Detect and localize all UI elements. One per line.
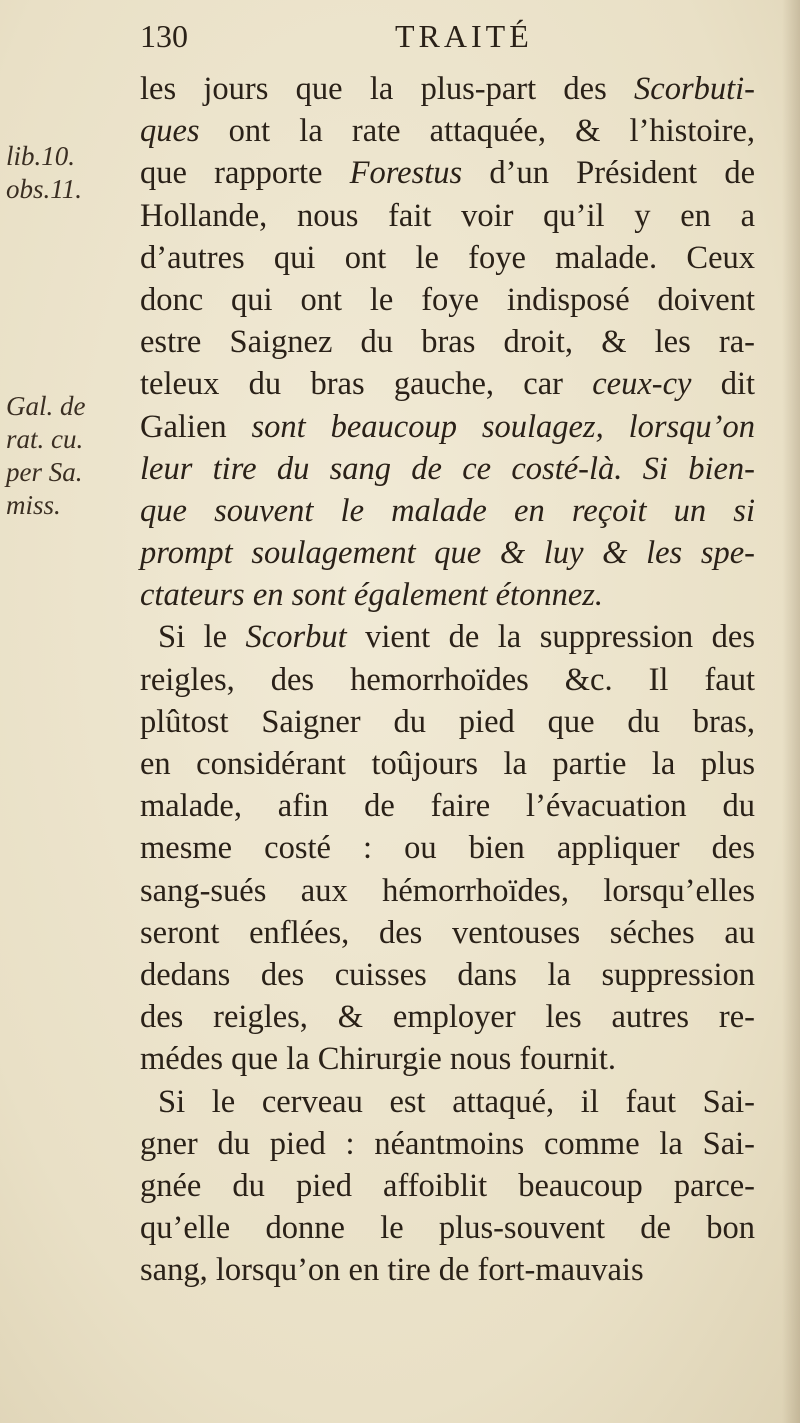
- page-header: [140, 18, 610, 58]
- page-number: 130: [140, 18, 188, 54]
- italic-text: Forestus: [349, 155, 463, 192]
- text-run: Si le: [158, 619, 246, 656]
- italic-text: ceux-cy: [592, 366, 692, 403]
- text-run: dedans des cuisses dans la suppression: [140, 956, 755, 993]
- text-run: mesme costé : ou bien appliquer des: [140, 830, 755, 867]
- margin-note-line: per Sa.: [6, 457, 83, 487]
- text-line: [140, 574, 755, 616]
- text-line: [140, 659, 755, 701]
- text-line: [140, 1207, 755, 1249]
- text-run: plûtost Saigner du pied que du bras,: [140, 703, 755, 740]
- text-run: Galien: [140, 408, 252, 445]
- italic-text: Scorbuti-: [634, 71, 755, 107]
- text-line: [140, 1165, 755, 1207]
- text-line: [140, 532, 755, 574]
- text-line: [140, 363, 755, 405]
- text-line: [140, 279, 755, 321]
- text-run: gner du pied : néantmoins comme la Sai-: [140, 1125, 755, 1162]
- text-run: sang, lorsqu’on en tire de fort-mauvais: [140, 1252, 644, 1289]
- margin-note-line: miss.: [6, 490, 61, 520]
- margin-note-line: lib.10.: [6, 141, 76, 171]
- margin-note: [6, 390, 134, 522]
- text-line: [140, 448, 755, 490]
- text-run: ont la rate attaquée, & l’histoire,: [199, 113, 755, 150]
- italic-text: ques: [140, 113, 200, 150]
- text-run: d’un Président de: [462, 155, 756, 192]
- text-run: reigles, des hemorrhoïdes &c. Il faut: [140, 661, 755, 698]
- text-run: qu’elle donne le plus-souvent de bon: [140, 1210, 755, 1247]
- text-run: en considérant toûjours la partie la plus: [140, 746, 755, 782]
- text-line: [140, 68, 755, 110]
- margin-note-line: Gal. de: [6, 391, 86, 421]
- text-line: [140, 743, 755, 785]
- text-run: vient de la suppression des: [346, 619, 755, 656]
- text-line: [140, 912, 755, 954]
- text-run: que rapporte: [140, 155, 350, 192]
- text-run: Hollande, nous fait voir qu’il y en a: [140, 197, 755, 234]
- text-run: malade, afin de faire l’évacuation du: [140, 788, 755, 825]
- text-line: [140, 321, 755, 363]
- running-title: TRAITÉ: [395, 18, 533, 54]
- text-run: donc qui ont le foye indisposé doivent: [140, 281, 755, 318]
- body-text: [140, 68, 755, 1291]
- margin-note: [6, 140, 134, 206]
- italic-text: sont beaucoup soulagez, lorsqu’on: [251, 408, 755, 445]
- italic-text: leur tire du sang de ce costé-là. Si bien-: [140, 450, 755, 487]
- text-line: [140, 152, 755, 194]
- text-line: [140, 954, 755, 996]
- text-run: les jours que la plus-part des: [140, 71, 635, 107]
- text-run: dit: [691, 366, 755, 403]
- text-line: [140, 1123, 755, 1165]
- text-run: d’autres qui ont le foye malade. Ceux: [140, 239, 755, 276]
- text-run: estre Saignez du bras droit, & les ra-: [140, 324, 755, 361]
- text-run: médes que la Chirurgie nous fournit.: [140, 1041, 616, 1078]
- margin-note-line: rat. cu.: [6, 424, 84, 454]
- text-line: [140, 616, 755, 658]
- text-line: [140, 406, 755, 448]
- text-run: seront enflées, des ventouses séches au: [140, 914, 755, 951]
- text-line: [140, 996, 755, 1038]
- text-run: gnée du pied affoiblit beaucoup parce-: [140, 1167, 755, 1204]
- text-line: [140, 785, 755, 827]
- margin-note-line: obs.11.: [6, 174, 83, 204]
- text-run: Si le cerveau est attaqué, il faut Sai-: [158, 1083, 755, 1120]
- italic-text: que souvent le malade en reçoit un si: [140, 492, 755, 529]
- text-line: [140, 490, 755, 532]
- italic-text: Scorbut: [245, 619, 347, 656]
- italic-text: ctateurs en sont également étonnez.: [140, 577, 604, 614]
- text-line: [140, 1249, 755, 1291]
- text-line: [140, 110, 755, 152]
- text-line: [140, 1038, 755, 1080]
- text-line: [140, 195, 755, 237]
- text-line: [140, 701, 755, 743]
- text-run: teleux du bras gauche, car: [140, 366, 593, 403]
- text-line: [140, 237, 755, 279]
- text-line: [140, 1081, 755, 1123]
- text-line: [140, 827, 755, 869]
- text-line: [140, 870, 755, 912]
- text-run: des reigles, & employer les autres re-: [140, 999, 755, 1036]
- text-run: sang-sués aux hémorrhoïdes, lorsqu’elles: [140, 872, 755, 909]
- italic-text: prompt soulagement que & luy & les spe-: [140, 535, 755, 572]
